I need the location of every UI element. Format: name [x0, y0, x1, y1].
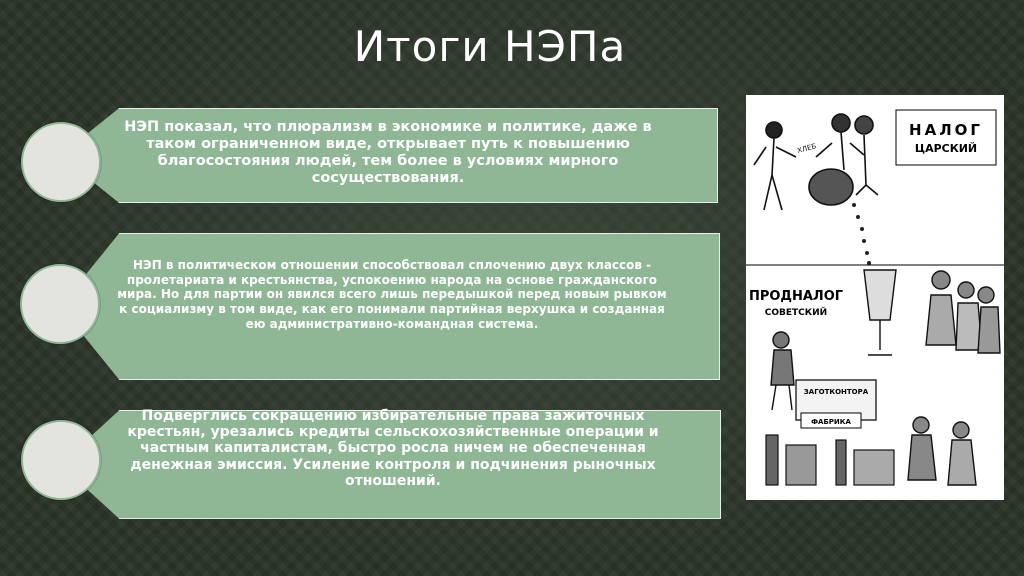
top-title-text: НАЛОГ [909, 121, 983, 139]
zagotkontora-label: ЗАГОТКОНТОРА [803, 388, 869, 396]
info-banner-2-text: НЭП в политическом отношении способствовал сплочению двух классов - пролетариата и крестьянства, успокоению народа на основе гражданского мира. Но для партии он явился всего лишь передышкой перед новым рывком к социализму в том виде, как его понимали партийная верхушка и созданная ею административно-командная система. [117, 258, 667, 331]
falling-coins [852, 203, 871, 265]
khleb-label: ХЛЕБ [796, 142, 818, 155]
bottom-figures [908, 417, 976, 485]
worker-figure [771, 332, 794, 410]
top-figures [754, 114, 878, 210]
bullet-circle-1 [21, 122, 101, 202]
bullet-circle-3 [21, 420, 101, 500]
bullet-circle-2 [20, 264, 100, 344]
crowd-figures [926, 271, 1000, 353]
info-banner-1-text: НЭП показал, что плюрализм в экономике и политике, даже в таком ограниченном виде, открывает путь к повышению благосостояния людей, тем более в условиях мирного сосуществования. [124, 119, 652, 187]
poster-drawing [746, 95, 1004, 500]
top-subtitle-text: ЦАРСКИЙ [914, 142, 978, 155]
goblet [864, 270, 896, 355]
mid-subtitle-text: СОВЕТСКИЙ [764, 308, 828, 318]
info-banner-3-text: Подверглись сокращению избирательные права зажиточных крестьян, урезались кредиты сельскохозяйственные операции и частным капиталистам, быстро росла ничем не обеспеченная денежная эмиссия. Усиление контроля и подчинения рыночных отношений. [127, 408, 659, 489]
factory-skyline [766, 435, 894, 485]
poster-illustration [746, 95, 1004, 500]
slide-title: Итоги НЭПа [353, 22, 627, 71]
fabrika-label: ФАБРИКА [811, 418, 851, 426]
mid-title-text: ПРОДНАЛОГ [748, 289, 844, 304]
